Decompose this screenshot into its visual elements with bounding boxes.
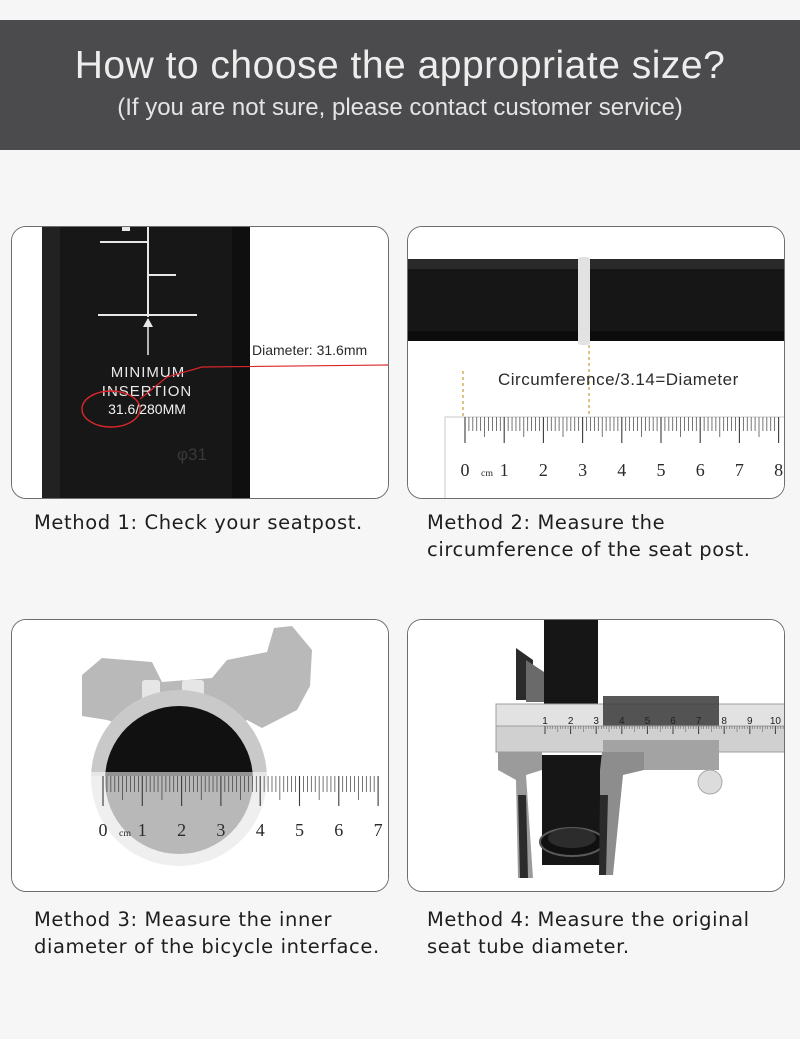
ruler-label: 4 [617, 460, 627, 480]
ruler-label: 6 [695, 460, 705, 480]
marking-size: 31.6/280MM [108, 401, 186, 417]
formula-text: Circumference/3.14=Diameter [498, 370, 739, 389]
circumference-illustration [408, 227, 785, 499]
caliper-illustration [408, 620, 785, 892]
ruler-label: 3 [216, 820, 226, 840]
ruler-label: 7 [373, 820, 383, 840]
method-3-caption [34, 906, 380, 960]
caption-line: Method 2: Measure the [427, 511, 666, 534]
method-1-caption [34, 509, 363, 536]
caliper-label: 1 [542, 716, 548, 727]
diameter-callout: Diameter: 31.6mm [252, 342, 368, 358]
caliper-label: 9 [747, 716, 753, 727]
caption-line: seat tube diameter. [427, 935, 630, 958]
ruler-unit: cm [119, 828, 132, 839]
method-4-photo [407, 619, 785, 892]
page-subtitle: (If you are not sure, please contact customer service) [117, 94, 683, 121]
seat-tube [544, 620, 598, 718]
caliper-label: 7 [695, 716, 702, 727]
measuring-tape-loop [578, 257, 590, 345]
ruler-label: 3 [578, 460, 588, 480]
caption-line: Method 4: Measure the original [427, 908, 750, 931]
ruler-unit: cm [481, 468, 494, 479]
caption-line: diameter of the bicycle interface. [34, 935, 380, 958]
ruler-label: 5 [656, 460, 666, 480]
caption-line: Method 1: Check your seatpost. [34, 511, 363, 534]
ruler-label: 7 [734, 460, 744, 480]
method-2-caption [427, 509, 751, 563]
caption-line: circumference of the seat post. [427, 538, 751, 561]
ruler-label: 2 [177, 820, 187, 840]
ruler-label: 1 [499, 460, 509, 480]
ruler-label: 4 [255, 820, 265, 840]
page-title: How to choose the appropriate size? [74, 44, 726, 87]
seatpost-illustration [12, 227, 389, 499]
caliper-label: 8 [721, 716, 727, 727]
ruler-label: 0 [460, 460, 470, 480]
marking-insertion: INSERTION [101, 383, 193, 400]
method-2-photo [407, 226, 785, 499]
caliper-label: 2 [567, 716, 574, 727]
method-3-photo [11, 619, 389, 892]
ruler-label: 0 [98, 820, 108, 840]
caliper-label: 5 [644, 716, 651, 727]
interface-illustration [12, 620, 389, 892]
caliper-label: 4 [619, 716, 625, 727]
header-banner [0, 20, 800, 150]
caliper-label: 3 [593, 716, 599, 727]
ruler-label: 5 [295, 820, 304, 840]
marking-phi: φ31 [177, 445, 207, 464]
method-4-caption [427, 906, 750, 960]
ruler-label: 8 [774, 460, 784, 480]
ruler-label: 2 [538, 460, 548, 480]
ruler-label: 1 [137, 820, 147, 840]
caption-line: Method 3: Measure the inner [34, 908, 333, 931]
method-1-photo [11, 226, 389, 499]
caliper-label: 10 [769, 716, 781, 727]
marking-minimum: MINIMUM [110, 364, 186, 381]
ruler-label: 6 [334, 820, 344, 840]
caliper-label: 6 [670, 716, 676, 727]
